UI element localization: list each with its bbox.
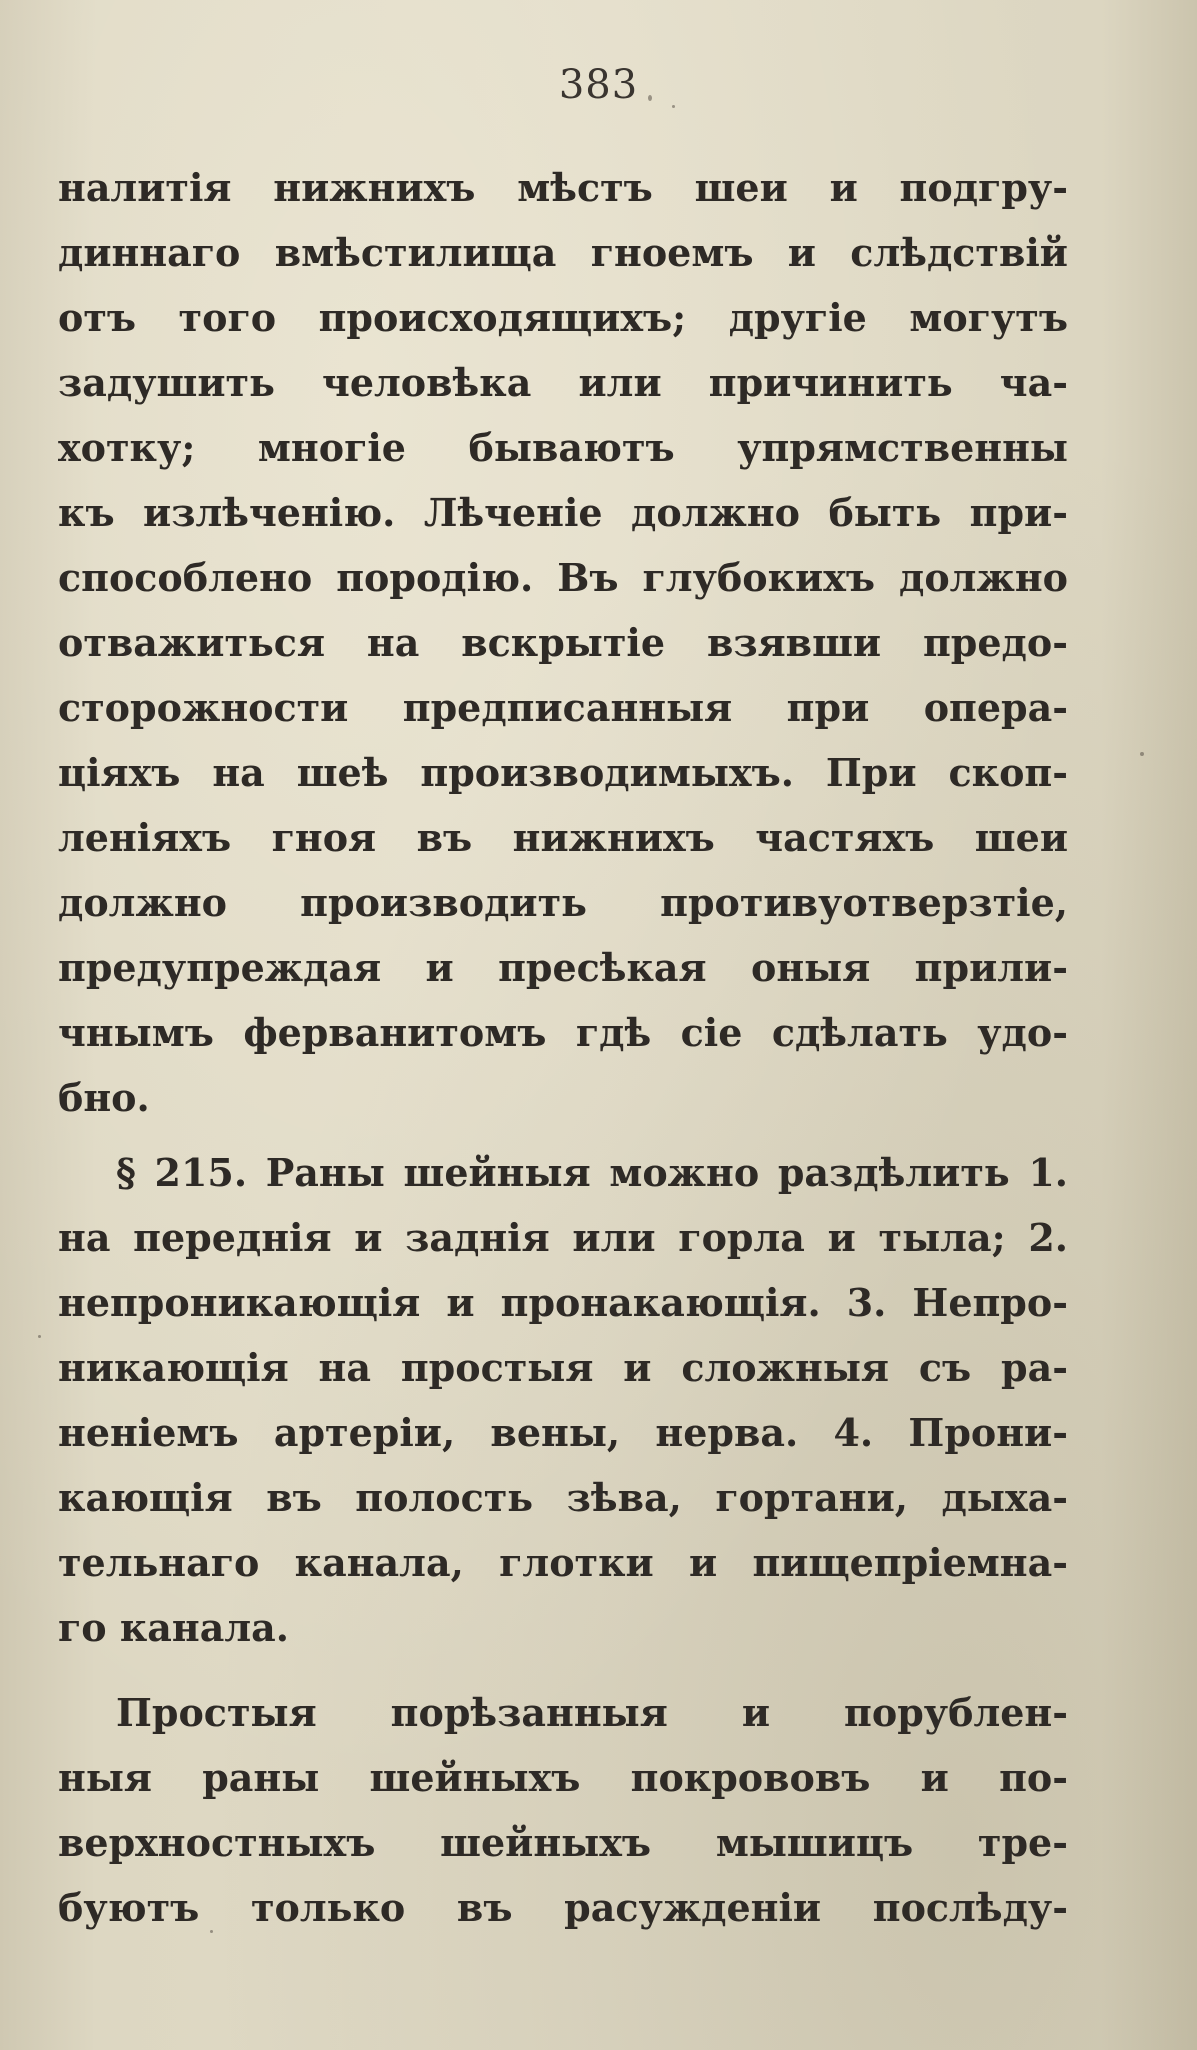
page-number: 383 xyxy=(558,62,639,108)
paper-speck xyxy=(648,95,652,101)
paragraph-2-section-215 xyxy=(58,1140,1068,1660)
text-line: чнымъ ферванитомъ гдѣ сіе сдѣлать удо- xyxy=(58,1010,1068,1055)
text-line: отважиться на вскрытіе взявши предо- xyxy=(58,620,1068,665)
text-line: го канала. xyxy=(58,1605,290,1650)
text-line: хотку; многіе бываютъ упрямственны xyxy=(58,425,1068,470)
text-line: сторожности предписанныя при опера- xyxy=(58,685,1068,730)
text-line: § 215. Раны шейныя можно раздѣлить 1. xyxy=(116,1150,1068,1195)
text-line: бно. xyxy=(58,1075,150,1120)
text-line: предупреждая и пресѣкая оныя прили- xyxy=(58,945,1068,990)
text-line: никающія на простыя и сложныя съ ра- xyxy=(58,1345,1068,1390)
text-line: тельнаго канала, глотки и пищепріемна- xyxy=(58,1540,1068,1585)
text-line: неніемъ артеріи, вены, нерва. 4. Прони- xyxy=(58,1410,1068,1455)
text-line: непроникающія и пронакающія. 3. Непро- xyxy=(58,1280,1068,1325)
text-line: должно производить противуотверзтіе, xyxy=(58,880,1068,925)
paper-speck xyxy=(672,105,675,108)
text-line: кающія въ полость зѣва, гортани, дыха- xyxy=(58,1475,1068,1520)
text-line: Простыя порѣзанныя и порублен- xyxy=(116,1690,1068,1735)
text-line: диннаго вмѣстилища гноемъ и слѣдствій xyxy=(58,230,1068,275)
text-line: отъ того происходящихъ; другіе могутъ xyxy=(58,295,1068,340)
paper-speck xyxy=(210,1930,213,1933)
paper-speck xyxy=(1140,752,1144,756)
text-line: буютъ только въ расужденіи послѣду- xyxy=(58,1885,1068,1930)
text-line: къ излѣченію. Лѣченіе должно быть при- xyxy=(58,490,1068,535)
text-line: ныя раны шейныхъ покрововъ и по- xyxy=(58,1755,1068,1800)
text-line: ціяхъ на шеѣ производимыхъ. При скоп- xyxy=(58,750,1068,795)
text-line: налитія нижнихъ мѣстъ шеи и подгру- xyxy=(58,165,1068,210)
text-line: задушить человѣка или причинить ча- xyxy=(58,360,1068,405)
paragraph-3 xyxy=(58,1680,1068,1940)
paragraph-1 xyxy=(58,155,1068,1130)
text-line: способлено породію. Въ глубокихъ должно xyxy=(58,555,1068,600)
text-line: леніяхъ гноя въ нижнихъ частяхъ шеи xyxy=(58,815,1068,860)
text-line: на переднія и заднія или горла и тыла; 2. xyxy=(58,1215,1068,1260)
text-line: верхностныхъ шейныхъ мышицъ тре- xyxy=(58,1820,1068,1865)
paper-speck xyxy=(38,1335,41,1338)
